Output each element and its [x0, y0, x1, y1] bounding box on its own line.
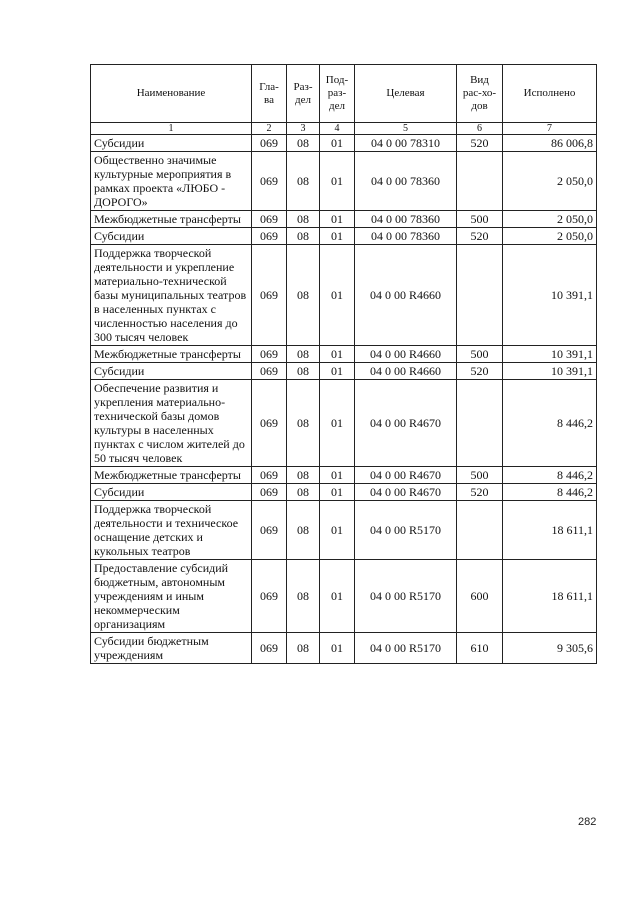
row-podrazdel: 01	[320, 484, 355, 501]
header-row	[91, 65, 597, 123]
row-name: Межбюджетные трансферты	[91, 467, 252, 484]
header-ispolneno: Исполнено	[503, 65, 597, 123]
row-vid: 500	[457, 346, 503, 363]
row-podrazdel: 01	[320, 211, 355, 228]
row-glava: 069	[252, 245, 287, 346]
page-number: 282	[578, 816, 597, 828]
table-row	[91, 211, 597, 228]
row-glava: 069	[252, 152, 287, 211]
row-celevaya: 04 0 00 78310	[355, 135, 457, 152]
row-vid: 520	[457, 484, 503, 501]
row-vid: 610	[457, 633, 503, 664]
row-name: Субсидии бюджетным учреждениям	[91, 633, 252, 664]
row-name: Субсидии	[91, 484, 252, 501]
row-celevaya: 04 0 00 R4670	[355, 467, 457, 484]
row-celevaya: 04 0 00 R4670	[355, 484, 457, 501]
header-razdel: Раз-дел	[287, 65, 320, 123]
row-ispolneno: 18 611,1	[503, 560, 597, 633]
row-glava: 069	[252, 560, 287, 633]
column-number: 3	[287, 123, 320, 135]
row-name: Общественно значимые культурные мероприятия в рамках проекта «ЛЮБО - ДОРОГО»	[91, 152, 252, 211]
row-name: Предоставление субсидий бюджетным, автономным учреждениям и иным некоммерческим организациям	[91, 560, 252, 633]
row-vid: 500	[457, 211, 503, 228]
row-razdel: 08	[287, 633, 320, 664]
row-podrazdel: 01	[320, 363, 355, 380]
table-row	[91, 501, 597, 560]
row-podrazdel: 01	[320, 633, 355, 664]
row-celevaya: 04 0 00 R5170	[355, 560, 457, 633]
budget-table	[90, 64, 597, 664]
row-name: Межбюджетные трансферты	[91, 346, 252, 363]
row-vid	[457, 152, 503, 211]
row-celevaya: 04 0 00 R4660	[355, 363, 457, 380]
row-podrazdel: 01	[320, 467, 355, 484]
table-row	[91, 633, 597, 664]
table-row	[91, 484, 597, 501]
row-ispolneno: 18 611,1	[503, 501, 597, 560]
table-row	[91, 135, 597, 152]
row-celevaya: 04 0 00 R4670	[355, 380, 457, 467]
row-razdel: 08	[287, 211, 320, 228]
row-podrazdel: 01	[320, 501, 355, 560]
header-vid: Вид рас-хо-дов	[457, 65, 503, 123]
row-podrazdel: 01	[320, 228, 355, 245]
row-podrazdel: 01	[320, 245, 355, 346]
row-glava: 069	[252, 135, 287, 152]
row-razdel: 08	[287, 501, 320, 560]
row-ispolneno: 2 050,0	[503, 228, 597, 245]
row-razdel: 08	[287, 484, 320, 501]
header-podrazdel: Под-раз-дел	[320, 65, 355, 123]
row-podrazdel: 01	[320, 380, 355, 467]
table-row	[91, 346, 597, 363]
table-row	[91, 245, 597, 346]
row-name: Субсидии	[91, 135, 252, 152]
column-number: 6	[457, 123, 503, 135]
column-number: 7	[503, 123, 597, 135]
row-name: Межбюджетные трансферты	[91, 211, 252, 228]
row-razdel: 08	[287, 560, 320, 633]
row-ispolneno: 8 446,2	[503, 467, 597, 484]
row-glava: 069	[252, 363, 287, 380]
row-razdel: 08	[287, 245, 320, 346]
row-celevaya: 04 0 00 R5170	[355, 633, 457, 664]
row-vid	[457, 245, 503, 346]
row-podrazdel: 01	[320, 152, 355, 211]
row-razdel: 08	[287, 135, 320, 152]
row-celevaya: 04 0 00 R4660	[355, 245, 457, 346]
row-ispolneno: 10 391,1	[503, 245, 597, 346]
row-name: Субсидии	[91, 228, 252, 245]
row-glava: 069	[252, 228, 287, 245]
column-number: 4	[320, 123, 355, 135]
row-celevaya: 04 0 00 R5170	[355, 501, 457, 560]
row-celevaya: 04 0 00 78360	[355, 228, 457, 245]
row-razdel: 08	[287, 228, 320, 245]
row-glava: 069	[252, 467, 287, 484]
row-glava: 069	[252, 380, 287, 467]
table-row	[91, 228, 597, 245]
row-podrazdel: 01	[320, 560, 355, 633]
row-razdel: 08	[287, 346, 320, 363]
header-glava: Гла-ва	[252, 65, 287, 123]
row-vid	[457, 380, 503, 467]
row-vid: 500	[457, 467, 503, 484]
row-name: Поддержка творческой деятельности и укрепление материально-технической базы муниципальных театров в населенных пунктах с численностью населения до 300 тысяч человек	[91, 245, 252, 346]
column-number: 2	[252, 123, 287, 135]
table-row	[91, 152, 597, 211]
row-glava: 069	[252, 633, 287, 664]
row-vid: 520	[457, 228, 503, 245]
row-vid: 600	[457, 560, 503, 633]
row-glava: 069	[252, 346, 287, 363]
header-name: Наименование	[91, 65, 252, 123]
row-name: Обеспечение развития и укрепления материально-технической базы домов культуры в населенных пунктах с числом жителей до 50 тысяч человек	[91, 380, 252, 467]
row-ispolneno: 10 391,1	[503, 346, 597, 363]
row-vid	[457, 501, 503, 560]
column-number: 1	[91, 123, 252, 135]
row-razdel: 08	[287, 380, 320, 467]
column-number: 5	[355, 123, 457, 135]
row-glava: 069	[252, 211, 287, 228]
row-glava: 069	[252, 501, 287, 560]
row-razdel: 08	[287, 467, 320, 484]
row-podrazdel: 01	[320, 135, 355, 152]
row-ispolneno: 9 305,6	[503, 633, 597, 664]
row-name: Субсидии	[91, 363, 252, 380]
row-ispolneno: 8 446,2	[503, 484, 597, 501]
row-vid: 520	[457, 135, 503, 152]
row-ispolneno: 2 050,0	[503, 152, 597, 211]
row-podrazdel: 01	[320, 346, 355, 363]
row-ispolneno: 10 391,1	[503, 363, 597, 380]
row-glava: 069	[252, 484, 287, 501]
row-ispolneno: 86 006,8	[503, 135, 597, 152]
column-number-row	[91, 123, 597, 135]
row-ispolneno: 8 446,2	[503, 380, 597, 467]
row-vid: 520	[457, 363, 503, 380]
header-celevaya: Целевая	[355, 65, 457, 123]
table-row	[91, 467, 597, 484]
row-celevaya: 04 0 00 78360	[355, 211, 457, 228]
table-row	[91, 363, 597, 380]
row-razdel: 08	[287, 363, 320, 380]
row-celevaya: 04 0 00 78360	[355, 152, 457, 211]
row-celevaya: 04 0 00 R4660	[355, 346, 457, 363]
table-row	[91, 560, 597, 633]
row-name: Поддержка творческой деятельности и техническое оснащение детских и кукольных театров	[91, 501, 252, 560]
row-ispolneno: 2 050,0	[503, 211, 597, 228]
row-razdel: 08	[287, 152, 320, 211]
table-row	[91, 380, 597, 467]
table-body	[91, 135, 597, 664]
